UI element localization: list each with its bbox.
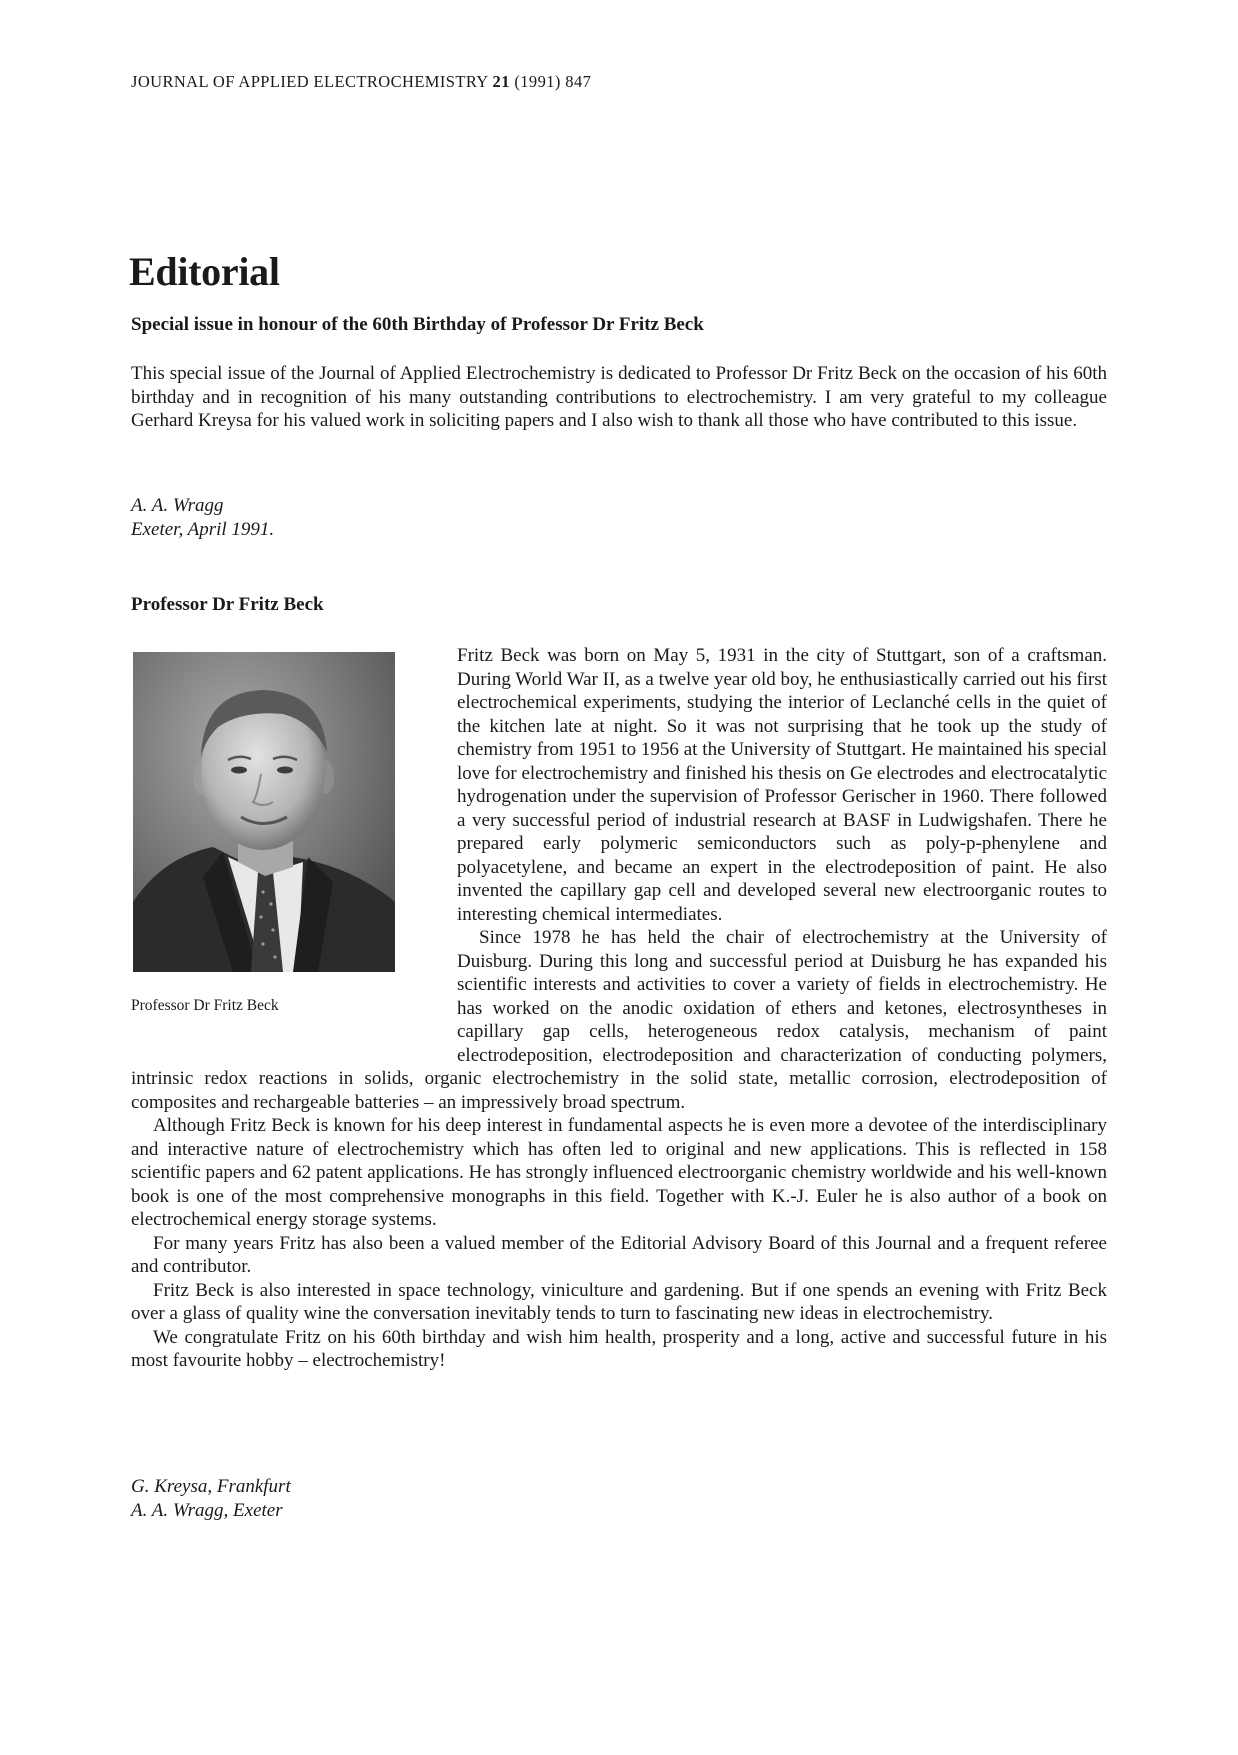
editorial-signature [131,494,274,541]
running-head [131,72,591,92]
photo-float-space [131,644,457,1044]
photo-caption: Professor Dr Fritz Beck [131,997,279,1014]
signature-line: G. Kreysa, Frankfurt [131,1476,291,1497]
signature-line: A. A. Wragg, Exeter [131,1499,283,1521]
profile-signatures [131,1475,291,1522]
profile-heading: Professor Dr Fritz Beck [131,594,324,615]
editorial-body: This special issue of the Journal of Applied Electrochemistry is dedicated to Professor Dr Fritz Beck on the occasion of his 60th birthday and in recognition of his many outstanding contributions to electrochemistry. I am very grateful to my colleague Gerhard Kreysa for his valued work in soliciting papers and I also wish to thank all those who have contributed to this issue. [131,363,1107,431]
editorial-title: Editorial [129,249,280,294]
journal-volume: 21 [492,72,510,91]
profile-paragraph: Fritz Beck was born on May 5, 1931 in the city of Stuttgart, son of a craftsman. During World War II, as a twelve year old boy, he enthusiastically carried out his first electrochemical experiments, studying the interior of Leclanché cells in the quiet of the kitchen late at night. So it was not surprising that he took up the study of chemistry from 1951 to 1956 at the University of Stuttgart. He maintained his special love for electrochemistry and finished his thesis on Ge electrodes and electrocatalytic hydrogenation under the supervision of Professor Gerischer in 1960. There followed a very successful period of industrial research at BASF in Ludwigshafen. There he prepared early polymeric semiconductors such as poly-p-phenylene and polyacetylene, and became an expert in the electrodeposition of paint. He also invented the capillary gap cell and developed several new electroorganic routes to interesting chemical intermediates. [457,645,1107,925]
profile-paragraph: Fritz Beck is also interested in space technology, viniculture and gardening. But if one spends an evening with Fritz Beck over a glass of quality wine the conversation inevitably tends to turn to fascinating new ideas in electrochemistry. [131,1279,1107,1324]
profile-paragraph: Since 1978 he has held the chair of electrochemistry at the University of Duisburg. During this long and successful period at Duisburg he has expanded his scientific interests and activities to cover a variety of fields in electrochemistry. He has worked on the anodic oxidation of ethers and ketones, electrosyntheses in capillary gap cells, heterogeneous redox catalysis, mechanism of paint electrodeposition, electrodeposition and characterization of conducting polymers, intrinsic redox reactions in solids, organic electrochemistry in the solid state, metallic corrosion, electrodeposition of composites and rechargeable batteries – an impressively broad spectrum. [131,927,1107,1113]
journal-name: JOURNAL OF APPLIED ELECTROCHEMISTRY [131,72,489,91]
profile-paragraph: For many years Fritz has also been a valued member of the Editorial Advisory Board of this Journal and a frequent referee and contributor. [131,1232,1107,1277]
signature-name: A. A. Wragg [131,495,224,516]
profile-body [131,644,1107,1373]
journal-year-pages: (1991) 847 [514,72,592,91]
signature-place: Exeter, April 1991. [131,518,275,540]
profile-paragraph: We congratulate Fritz on his 60th birthday and wish him health, prosperity and a long, active and successful future in his most favourite hobby – electrochemistry! [131,1326,1107,1371]
profile-paragraph: Although Fritz Beck is known for his deep interest in fundamental aspects he is even more a devotee of the interdisciplinary and interactive nature of electrochemistry which has often led to original and new applications. This is reflected in 158 scientific papers and 62 patent applications. He has strongly influenced electroorganic chemistry worldwide and his well-known book is one of the most comprehensive monographs in this field. Together with K.-J. Euler he is also author of a book on electrochemical energy storage systems. [131,1115,1107,1230]
editorial-subtitle: Special issue in honour of the 60th Birthday of Professor Dr Fritz Beck [131,314,704,335]
